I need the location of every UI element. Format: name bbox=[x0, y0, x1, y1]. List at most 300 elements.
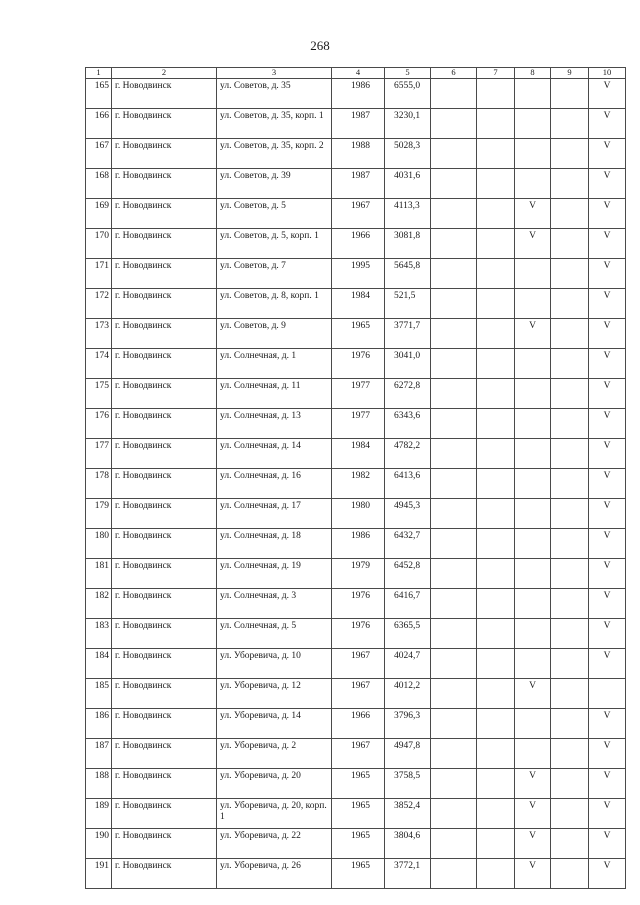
area-cell: 6272,8 bbox=[385, 379, 431, 409]
address-cell: ул. Уборевича, д. 10 bbox=[217, 649, 332, 679]
column-header: 1 bbox=[86, 68, 112, 79]
year-cell: 1966 bbox=[332, 229, 385, 259]
row-number: 169 bbox=[86, 199, 112, 229]
col7-cell bbox=[477, 439, 515, 469]
col9-cell bbox=[551, 649, 589, 679]
year-cell: 1987 bbox=[332, 109, 385, 139]
area-cell: 4945,3 bbox=[385, 499, 431, 529]
col7-cell bbox=[477, 169, 515, 199]
city-cell: г. Новодвинск bbox=[112, 619, 217, 649]
col8-cell bbox=[515, 349, 551, 379]
address-cell: ул. Советов, д. 5 bbox=[217, 199, 332, 229]
col6-cell bbox=[431, 319, 477, 349]
col7-cell bbox=[477, 289, 515, 319]
col8-cell bbox=[515, 139, 551, 169]
address-cell: ул. Советов, д. 35, корп. 1 bbox=[217, 109, 332, 139]
area-cell: 3771,7 bbox=[385, 319, 431, 349]
col6-cell bbox=[431, 289, 477, 319]
year-cell: 1967 bbox=[332, 679, 385, 709]
address-cell: ул. Уборевича, д. 2 bbox=[217, 739, 332, 769]
col7-cell bbox=[477, 499, 515, 529]
col8-cell bbox=[515, 559, 551, 589]
col8-cell: V bbox=[515, 859, 551, 889]
row-number: 190 bbox=[86, 829, 112, 859]
col9-cell bbox=[551, 679, 589, 709]
address-cell: ул. Советов, д. 5, корп. 1 bbox=[217, 229, 332, 259]
col9-cell bbox=[551, 469, 589, 499]
address-cell: ул. Солнечная, д. 18 bbox=[217, 529, 332, 559]
address-cell: ул. Уборевича, д. 14 bbox=[217, 709, 332, 739]
col8-cell bbox=[515, 529, 551, 559]
col6-cell bbox=[431, 109, 477, 139]
year-cell: 1976 bbox=[332, 619, 385, 649]
city-cell: г. Новодвинск bbox=[112, 859, 217, 889]
col10-cell: V bbox=[589, 379, 626, 409]
area-cell: 521,5 bbox=[385, 289, 431, 319]
col6-cell bbox=[431, 709, 477, 739]
row-number: 171 bbox=[86, 259, 112, 289]
table-row bbox=[86, 109, 626, 139]
table-row bbox=[86, 79, 626, 109]
year-cell: 1965 bbox=[332, 859, 385, 889]
address-cell: ул. Советов, д. 35 bbox=[217, 79, 332, 109]
col8-cell bbox=[515, 379, 551, 409]
city-cell: г. Новодвинск bbox=[112, 529, 217, 559]
col10-cell: V bbox=[589, 229, 626, 259]
col9-cell bbox=[551, 349, 589, 379]
year-cell: 1977 bbox=[332, 409, 385, 439]
city-cell: г. Новодвинск bbox=[112, 349, 217, 379]
row-number: 175 bbox=[86, 379, 112, 409]
col10-cell: V bbox=[589, 439, 626, 469]
col7-cell bbox=[477, 589, 515, 619]
column-header: 7 bbox=[477, 68, 515, 79]
city-cell: г. Новодвинск bbox=[112, 79, 217, 109]
col6-cell bbox=[431, 79, 477, 109]
col10-cell: V bbox=[589, 139, 626, 169]
area-cell: 3081,8 bbox=[385, 229, 431, 259]
page-number: 268 bbox=[310, 38, 330, 53]
col8-cell: V bbox=[515, 769, 551, 799]
col8-cell bbox=[515, 499, 551, 529]
col8-cell bbox=[515, 649, 551, 679]
area-cell: 6416,7 bbox=[385, 589, 431, 619]
col8-cell: V bbox=[515, 319, 551, 349]
col10-cell: V bbox=[589, 319, 626, 349]
column-header: 10 bbox=[589, 68, 626, 79]
col9-cell bbox=[551, 799, 589, 829]
col8-cell: V bbox=[515, 679, 551, 709]
col10-cell: V bbox=[589, 649, 626, 679]
table-row bbox=[86, 469, 626, 499]
city-cell: г. Новодвинск bbox=[112, 229, 217, 259]
col6-cell bbox=[431, 829, 477, 859]
year-cell: 1977 bbox=[332, 379, 385, 409]
col7-cell bbox=[477, 529, 515, 559]
row-number: 177 bbox=[86, 439, 112, 469]
year-cell: 1967 bbox=[332, 649, 385, 679]
row-number: 188 bbox=[86, 769, 112, 799]
area-cell: 4947,8 bbox=[385, 739, 431, 769]
city-cell: г. Новодвинск bbox=[112, 679, 217, 709]
col7-cell bbox=[477, 859, 515, 889]
year-cell: 1965 bbox=[332, 769, 385, 799]
city-cell: г. Новодвинск bbox=[112, 799, 217, 829]
row-number: 174 bbox=[86, 349, 112, 379]
city-cell: г. Новодвинск bbox=[112, 139, 217, 169]
city-cell: г. Новодвинск bbox=[112, 259, 217, 289]
table-row bbox=[86, 679, 626, 709]
address-cell: ул. Солнечная, д. 11 bbox=[217, 379, 332, 409]
address-cell: ул. Солнечная, д. 19 bbox=[217, 559, 332, 589]
table-row bbox=[86, 349, 626, 379]
col9-cell bbox=[551, 439, 589, 469]
row-number: 184 bbox=[86, 649, 112, 679]
city-cell: г. Новодвинск bbox=[112, 829, 217, 859]
col10-cell: V bbox=[589, 289, 626, 319]
col8-cell bbox=[515, 409, 551, 439]
col7-cell bbox=[477, 829, 515, 859]
row-number: 183 bbox=[86, 619, 112, 649]
row-number: 168 bbox=[86, 169, 112, 199]
col10-cell: V bbox=[589, 859, 626, 889]
col8-cell bbox=[515, 79, 551, 109]
area-cell: 3230,1 bbox=[385, 109, 431, 139]
area-cell: 3758,5 bbox=[385, 769, 431, 799]
col7-cell bbox=[477, 319, 515, 349]
col6-cell bbox=[431, 259, 477, 289]
col9-cell bbox=[551, 409, 589, 439]
area-cell: 3796,3 bbox=[385, 709, 431, 739]
city-cell: г. Новодвинск bbox=[112, 469, 217, 499]
table-row bbox=[86, 769, 626, 799]
col9-cell bbox=[551, 319, 589, 349]
address-cell: ул. Уборевича, д. 20 bbox=[217, 769, 332, 799]
address-cell: ул. Солнечная, д. 5 bbox=[217, 619, 332, 649]
col6-cell bbox=[431, 619, 477, 649]
col6-cell bbox=[431, 229, 477, 259]
address-cell: ул. Уборевича, д. 12 bbox=[217, 679, 332, 709]
col10-cell: V bbox=[589, 769, 626, 799]
table-row bbox=[86, 439, 626, 469]
col6-cell bbox=[431, 499, 477, 529]
row-number: 172 bbox=[86, 289, 112, 319]
col7-cell bbox=[477, 199, 515, 229]
col10-cell: V bbox=[589, 709, 626, 739]
address-cell: ул. Солнечная, д. 3 bbox=[217, 589, 332, 619]
city-cell: г. Новодвинск bbox=[112, 559, 217, 589]
area-cell: 6555,0 bbox=[385, 79, 431, 109]
col9-cell bbox=[551, 199, 589, 229]
col10-cell: V bbox=[589, 199, 626, 229]
col7-cell bbox=[477, 409, 515, 439]
header-row bbox=[86, 68, 626, 79]
column-header: 6 bbox=[431, 68, 477, 79]
col8-cell bbox=[515, 589, 551, 619]
col10-cell: V bbox=[589, 79, 626, 109]
col9-cell bbox=[551, 109, 589, 139]
col9-cell bbox=[551, 739, 589, 769]
col6-cell bbox=[431, 529, 477, 559]
col6-cell bbox=[431, 349, 477, 379]
city-cell: г. Новодвинск bbox=[112, 319, 217, 349]
table-row bbox=[86, 379, 626, 409]
address-cell: ул. Уборевича, д. 26 bbox=[217, 859, 332, 889]
col9-cell bbox=[551, 559, 589, 589]
area-cell: 6452,8 bbox=[385, 559, 431, 589]
col9-cell bbox=[551, 259, 589, 289]
year-cell: 1984 bbox=[332, 439, 385, 469]
col9-cell bbox=[551, 289, 589, 319]
col9-cell bbox=[551, 79, 589, 109]
table-row bbox=[86, 709, 626, 739]
col10-cell: V bbox=[589, 829, 626, 859]
area-cell: 3772,1 bbox=[385, 859, 431, 889]
column-header: 4 bbox=[332, 68, 385, 79]
col10-cell: V bbox=[589, 109, 626, 139]
table-row bbox=[86, 859, 626, 889]
table-row bbox=[86, 739, 626, 769]
col7-cell bbox=[477, 379, 515, 409]
col7-cell bbox=[477, 739, 515, 769]
area-cell: 6432,7 bbox=[385, 529, 431, 559]
col6-cell bbox=[431, 439, 477, 469]
col8-cell bbox=[515, 169, 551, 199]
col9-cell bbox=[551, 769, 589, 799]
col10-cell bbox=[589, 679, 626, 709]
address-cell: ул. Солнечная, д. 14 bbox=[217, 439, 332, 469]
row-number: 191 bbox=[86, 859, 112, 889]
area-cell: 4782,2 bbox=[385, 439, 431, 469]
col10-cell: V bbox=[589, 409, 626, 439]
col6-cell bbox=[431, 739, 477, 769]
row-number: 165 bbox=[86, 79, 112, 109]
col9-cell bbox=[551, 859, 589, 889]
table-row bbox=[86, 229, 626, 259]
address-cell: ул. Советов, д. 7 bbox=[217, 259, 332, 289]
row-number: 179 bbox=[86, 499, 112, 529]
col7-cell bbox=[477, 109, 515, 139]
col10-cell: V bbox=[589, 169, 626, 199]
col8-cell: V bbox=[515, 199, 551, 229]
area-cell: 4113,3 bbox=[385, 199, 431, 229]
col9-cell bbox=[551, 619, 589, 649]
table-row bbox=[86, 409, 626, 439]
col9-cell bbox=[551, 169, 589, 199]
city-cell: г. Новодвинск bbox=[112, 709, 217, 739]
area-cell: 4012,2 bbox=[385, 679, 431, 709]
table-row bbox=[86, 199, 626, 229]
table-row bbox=[86, 319, 626, 349]
col8-cell bbox=[515, 619, 551, 649]
year-cell: 1995 bbox=[332, 259, 385, 289]
table-row bbox=[86, 169, 626, 199]
city-cell: г. Новодвинск bbox=[112, 379, 217, 409]
col8-cell bbox=[515, 289, 551, 319]
year-cell: 1967 bbox=[332, 199, 385, 229]
year-cell: 1967 bbox=[332, 739, 385, 769]
col9-cell bbox=[551, 139, 589, 169]
col10-cell: V bbox=[589, 589, 626, 619]
city-cell: г. Новодвинск bbox=[112, 409, 217, 439]
col8-cell: V bbox=[515, 799, 551, 829]
col6-cell bbox=[431, 589, 477, 619]
col9-cell bbox=[551, 589, 589, 619]
row-number: 189 bbox=[86, 799, 112, 829]
col9-cell bbox=[551, 229, 589, 259]
col10-cell: V bbox=[589, 559, 626, 589]
col10-cell: V bbox=[589, 349, 626, 379]
col7-cell bbox=[477, 649, 515, 679]
area-cell: 4024,7 bbox=[385, 649, 431, 679]
table-row bbox=[86, 589, 626, 619]
col10-cell: V bbox=[589, 739, 626, 769]
col7-cell bbox=[477, 769, 515, 799]
row-number: 166 bbox=[86, 109, 112, 139]
col9-cell bbox=[551, 499, 589, 529]
year-cell: 1965 bbox=[332, 799, 385, 829]
table-row bbox=[86, 259, 626, 289]
city-cell: г. Новодвинск bbox=[112, 439, 217, 469]
city-cell: г. Новодвинск bbox=[112, 169, 217, 199]
col7-cell bbox=[477, 139, 515, 169]
area-cell: 6413,6 bbox=[385, 469, 431, 499]
column-header: 9 bbox=[551, 68, 589, 79]
address-cell: ул. Советов, д. 35, корп. 2 bbox=[217, 139, 332, 169]
col6-cell bbox=[431, 769, 477, 799]
col8-cell: V bbox=[515, 229, 551, 259]
year-cell: 1986 bbox=[332, 79, 385, 109]
row-number: 186 bbox=[86, 709, 112, 739]
row-number: 173 bbox=[86, 319, 112, 349]
col10-cell: V bbox=[589, 499, 626, 529]
area-cell: 4031,6 bbox=[385, 169, 431, 199]
col7-cell bbox=[477, 619, 515, 649]
address-cell: ул. Советов, д. 9 bbox=[217, 319, 332, 349]
area-cell: 3804,6 bbox=[385, 829, 431, 859]
col7-cell bbox=[477, 679, 515, 709]
col10-cell: V bbox=[589, 259, 626, 289]
row-number: 182 bbox=[86, 589, 112, 619]
city-cell: г. Новодвинск bbox=[112, 649, 217, 679]
table-row bbox=[86, 799, 626, 829]
col8-cell bbox=[515, 739, 551, 769]
year-cell: 1988 bbox=[332, 139, 385, 169]
col9-cell bbox=[551, 709, 589, 739]
row-number: 178 bbox=[86, 469, 112, 499]
address-cell: ул. Солнечная, д. 17 bbox=[217, 499, 332, 529]
table-row bbox=[86, 829, 626, 859]
year-cell: 1980 bbox=[332, 499, 385, 529]
col7-cell bbox=[477, 559, 515, 589]
col8-cell bbox=[515, 109, 551, 139]
col8-cell bbox=[515, 259, 551, 289]
row-number: 187 bbox=[86, 739, 112, 769]
col6-cell bbox=[431, 169, 477, 199]
row-number: 170 bbox=[86, 229, 112, 259]
address-cell: ул. Советов, д. 39 bbox=[217, 169, 332, 199]
column-header: 3 bbox=[217, 68, 332, 79]
area-cell: 3041,0 bbox=[385, 349, 431, 379]
year-cell: 1987 bbox=[332, 169, 385, 199]
area-cell: 6365,5 bbox=[385, 619, 431, 649]
column-header: 5 bbox=[385, 68, 431, 79]
address-cell: ул. Уборевича, д. 22 bbox=[217, 829, 332, 859]
area-cell: 3852,4 bbox=[385, 799, 431, 829]
city-cell: г. Новодвинск bbox=[112, 499, 217, 529]
address-cell: ул. Солнечная, д. 1 bbox=[217, 349, 332, 379]
table-row bbox=[86, 139, 626, 169]
city-cell: г. Новодвинск bbox=[112, 199, 217, 229]
city-cell: г. Новодвинск bbox=[112, 739, 217, 769]
area-cell: 5028,3 bbox=[385, 139, 431, 169]
col7-cell bbox=[477, 469, 515, 499]
area-cell: 6343,6 bbox=[385, 409, 431, 439]
col6-cell bbox=[431, 139, 477, 169]
table-row bbox=[86, 619, 626, 649]
table-row bbox=[86, 649, 626, 679]
col6-cell bbox=[431, 409, 477, 439]
col9-cell bbox=[551, 829, 589, 859]
address-cell: ул. Солнечная, д. 16 bbox=[217, 469, 332, 499]
table-row bbox=[86, 559, 626, 589]
year-cell: 1986 bbox=[332, 529, 385, 559]
year-cell: 1979 bbox=[332, 559, 385, 589]
year-cell: 1965 bbox=[332, 829, 385, 859]
row-number: 176 bbox=[86, 409, 112, 439]
table-row bbox=[86, 289, 626, 319]
col7-cell bbox=[477, 349, 515, 379]
col9-cell bbox=[551, 529, 589, 559]
col7-cell bbox=[477, 229, 515, 259]
year-cell: 1976 bbox=[332, 589, 385, 619]
col6-cell bbox=[431, 379, 477, 409]
col7-cell bbox=[477, 79, 515, 109]
col10-cell: V bbox=[589, 799, 626, 829]
col8-cell bbox=[515, 469, 551, 499]
row-number: 181 bbox=[86, 559, 112, 589]
col7-cell bbox=[477, 259, 515, 289]
col10-cell: V bbox=[589, 529, 626, 559]
address-cell: ул. Уборевича, д. 20, корп. 1 bbox=[217, 799, 332, 829]
col10-cell: V bbox=[589, 469, 626, 499]
col8-cell: V bbox=[515, 829, 551, 859]
table-row bbox=[86, 499, 626, 529]
city-cell: г. Новодвинск bbox=[112, 769, 217, 799]
table-row bbox=[86, 529, 626, 559]
col7-cell bbox=[477, 799, 515, 829]
col8-cell bbox=[515, 439, 551, 469]
city-cell: г. Новодвинск bbox=[112, 109, 217, 139]
row-number: 180 bbox=[86, 529, 112, 559]
col6-cell bbox=[431, 199, 477, 229]
year-cell: 1984 bbox=[332, 289, 385, 319]
row-number: 185 bbox=[86, 679, 112, 709]
year-cell: 1966 bbox=[332, 709, 385, 739]
address-cell: ул. Солнечная, д. 13 bbox=[217, 409, 332, 439]
col6-cell bbox=[431, 679, 477, 709]
col7-cell bbox=[477, 709, 515, 739]
col10-cell: V bbox=[589, 619, 626, 649]
col6-cell bbox=[431, 649, 477, 679]
col9-cell bbox=[551, 379, 589, 409]
col8-cell bbox=[515, 709, 551, 739]
city-cell: г. Новодвинск bbox=[112, 589, 217, 619]
column-header: 8 bbox=[515, 68, 551, 79]
col6-cell bbox=[431, 559, 477, 589]
address-cell: ул. Советов, д. 8, корп. 1 bbox=[217, 289, 332, 319]
col6-cell bbox=[431, 799, 477, 829]
